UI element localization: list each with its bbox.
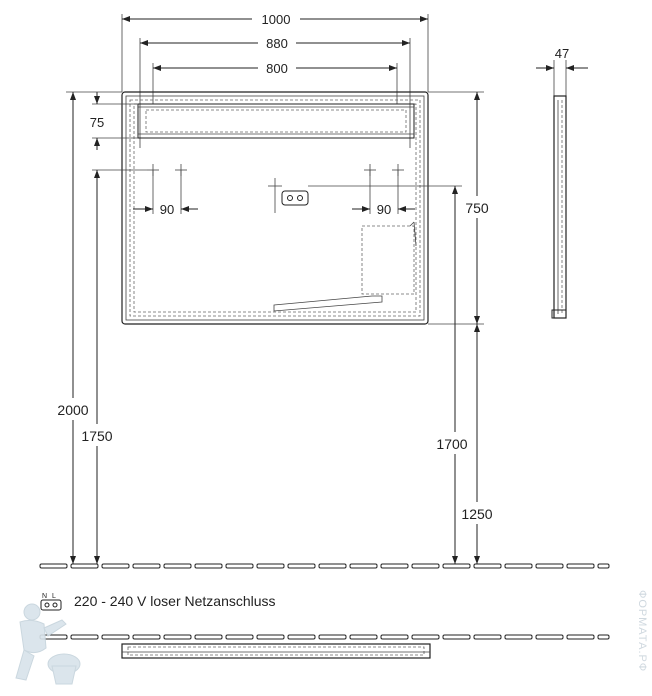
label-height-bottom: 1250 bbox=[461, 506, 493, 522]
label-height-top-mount: 1750 bbox=[81, 428, 113, 444]
dim-height-total bbox=[57, 92, 122, 564]
floor-tile bbox=[102, 564, 129, 568]
dim-mirror-height bbox=[428, 92, 489, 324]
dim-hook-offset-left bbox=[133, 170, 198, 217]
label-hook-offset-left: 90 bbox=[159, 202, 175, 217]
floor-tile bbox=[505, 564, 532, 568]
floor-tile bbox=[226, 564, 253, 568]
floor-line-top bbox=[40, 564, 609, 568]
floor-tile bbox=[164, 635, 191, 639]
dim-width-overall bbox=[122, 12, 428, 92]
label-depth: 47 bbox=[554, 46, 570, 61]
label-height-socket: 1700 bbox=[436, 436, 468, 452]
floor-tile bbox=[381, 635, 408, 639]
floor-tile bbox=[350, 635, 377, 639]
svg-text:N: N bbox=[42, 593, 48, 600]
floor-tile bbox=[536, 564, 563, 568]
floor-tile bbox=[257, 564, 284, 568]
floor-tile bbox=[257, 635, 284, 639]
floor-tile bbox=[195, 635, 222, 639]
floor-tile bbox=[567, 564, 594, 568]
label-width-light: 800 bbox=[266, 61, 288, 76]
floor-tile bbox=[288, 635, 315, 639]
label-mirror-height: 750 bbox=[465, 200, 489, 216]
floor-tile bbox=[319, 635, 346, 639]
floor-tile bbox=[412, 635, 439, 639]
mirror-top-view bbox=[122, 644, 430, 658]
floor-tile bbox=[164, 564, 191, 568]
mount-markers bbox=[147, 164, 404, 176]
floor-tile bbox=[102, 635, 129, 639]
label-light-height: 75 bbox=[89, 115, 105, 130]
floor-tile bbox=[133, 635, 160, 639]
floor-tile bbox=[598, 635, 609, 639]
floor-tile bbox=[226, 635, 253, 639]
floor-tile bbox=[195, 564, 222, 568]
dim-hook-offset-right bbox=[352, 170, 415, 217]
floor-tile bbox=[505, 635, 532, 639]
socket-box bbox=[362, 226, 414, 294]
dim-light-height bbox=[90, 92, 138, 150]
floor-tile bbox=[71, 564, 98, 568]
floor-tile bbox=[474, 564, 501, 568]
label-height-total: 2000 bbox=[57, 402, 89, 418]
floor-tile bbox=[598, 564, 609, 568]
floor-tile bbox=[536, 635, 563, 639]
floor-tile bbox=[381, 564, 408, 568]
brand-watermark: ФОРМАТА.РФ bbox=[636, 590, 648, 673]
dim-height-socket bbox=[308, 186, 468, 564]
light-bar bbox=[138, 104, 414, 138]
floor-tile bbox=[350, 564, 377, 568]
svg-text:L: L bbox=[52, 593, 56, 600]
floor-tile bbox=[412, 564, 439, 568]
floor-tile bbox=[40, 564, 67, 568]
power-outlet-icon bbox=[282, 191, 308, 205]
dim-height-top-mount bbox=[81, 170, 147, 564]
floor-tile bbox=[319, 564, 346, 568]
floor-tile bbox=[288, 564, 315, 568]
dim-width-light bbox=[153, 61, 397, 104]
floor-tile bbox=[443, 635, 470, 639]
plumber-mascot-icon bbox=[6, 600, 86, 690]
floor-line-bottom bbox=[40, 635, 609, 639]
floor-tile bbox=[474, 635, 501, 639]
crosshair-icon bbox=[268, 178, 282, 213]
mirror-side-view bbox=[536, 46, 588, 318]
label-width-overall: 1000 bbox=[261, 12, 291, 27]
floor-tile bbox=[567, 635, 594, 639]
floor-tile bbox=[133, 564, 160, 568]
power-note: 220 - 240 V loser Netzanschluss bbox=[74, 593, 276, 609]
label-width-inner: 880 bbox=[266, 36, 288, 51]
label-hook-offset-right: 90 bbox=[376, 202, 392, 217]
floor-tile bbox=[443, 564, 470, 568]
